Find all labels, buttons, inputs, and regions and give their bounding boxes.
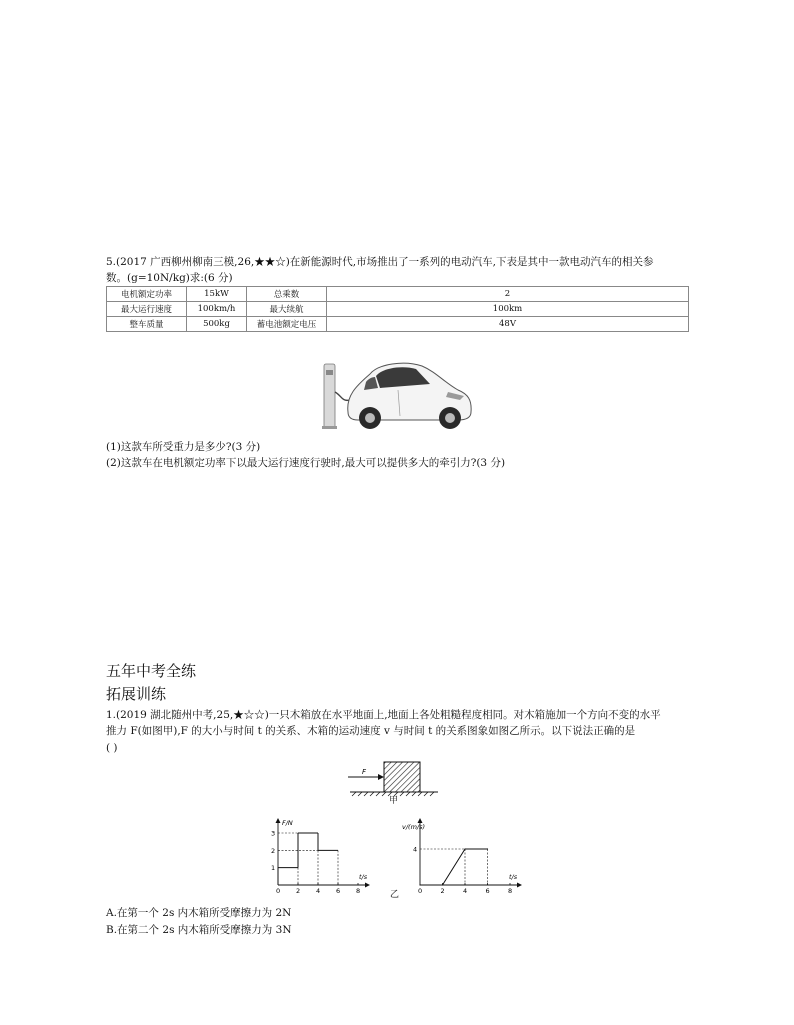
table-row [107,287,689,302]
question5-line1: 5.(2017 广西柳州柳南三模,26,★★☆)在新能源时代,市场推出了一系列的电动汽车,下表是其中一款电动汽车的相关参 [106,256,654,268]
table-cell: 500kg [187,317,247,332]
figure-yi-label: 乙 [390,890,400,900]
params-table [106,286,689,332]
x-axis-label: t/s [359,873,368,881]
force-label: F [362,768,367,776]
section-title-five-year: 五年中考全练 [106,662,197,680]
question5-line2: 数。(g=10N/kg)求:(6 分) [106,272,233,284]
car-rear-hub [365,413,375,423]
x-axis-arrow [365,883,370,888]
wooden-box [384,762,420,792]
question1-line1: 1.(2019 湖北随州中考,25,★☆☆)一只木箱放在水平地面上,地面上各处粗糙程度相同。对木箱施加一个方向不变的水平 [106,709,661,721]
table-cell: 100km/h [187,302,247,317]
table-cell: 15kW [187,287,247,302]
x-tick-label: 2 [296,887,301,895]
force-time-chart [268,815,373,897]
charging-cable [335,392,350,400]
y-tick-label: 1 [271,864,276,873]
table-cell: 2 [327,287,689,302]
x-axis-label: t/s [509,873,518,881]
velocity-point [419,884,420,885]
charging-post-base [322,426,337,429]
x-tick-label: 4 [463,887,468,895]
velocity-point [464,848,465,849]
x-tick-label: 6 [336,887,341,895]
x-tick-label: 8 [356,887,361,895]
x-tick-label: 0 [276,887,281,895]
y-axis-label: F/N [282,819,293,827]
x-tick-label: 8 [508,887,513,895]
table-row [107,302,689,317]
x-tick-label: 4 [316,887,321,895]
velocity-time-chart [400,815,525,897]
y-axis-label: v/(m/s) [402,823,426,831]
y-tick-label: 2 [271,846,276,855]
force-arrow-head [378,774,384,780]
charging-post-screen [326,370,333,375]
question5-sub1: (1)这款车所受重力是多少?(3 分) [106,441,261,453]
y-tick-label: 4 [413,845,418,854]
y-tick-label: 3 [271,829,276,838]
question5-sub2: (2)这款车在电机额定功率下以最大运行速度行驶时,最大可以提供多大的牵引力?(3 分) [106,457,506,469]
x-axis-arrow [517,883,522,888]
option-b: B.在第二个 2s 内木箱所受摩擦力为 3N [106,924,292,936]
car-front-hub [445,413,455,423]
electric-car-illustration [318,352,478,434]
x-tick-label: 2 [440,887,445,895]
velocity-point [442,884,443,885]
x-tick-label: 6 [485,887,490,895]
table-cell: 最大续航 [247,302,327,317]
table-cell: 电机额定功率 [107,287,187,302]
chart-axes [276,818,371,888]
velocity-point [487,848,488,849]
section-title-extension: 拓展训练 [106,685,167,703]
velocity-series-line [420,849,488,885]
option-a: A.在第一个 2s 内木箱所受摩擦力为 2N [106,907,292,919]
table-cell: 100km [327,302,689,317]
question1-line2: 推力 F(如图甲),F 的大小与时间 t 的关系、木箱的运动速度 v 与时间 t 的关系图象如图乙所示。以下说法正确的是 [106,725,636,737]
table-cell: 总乘数 [247,287,327,302]
table-cell: 48V [327,317,689,332]
figure-jia-label: 甲 [389,796,399,806]
chart-axes [418,818,523,888]
question1-line3: ( ) [106,742,118,754]
y-axis-arrow [276,818,281,823]
table-cell: 蓄电池额定电压 [247,317,327,332]
x-tick-label: 0 [418,887,423,895]
table-cell: 整车质量 [107,317,187,332]
table-cell: 最大运行速度 [107,302,187,317]
table-row [107,317,689,332]
